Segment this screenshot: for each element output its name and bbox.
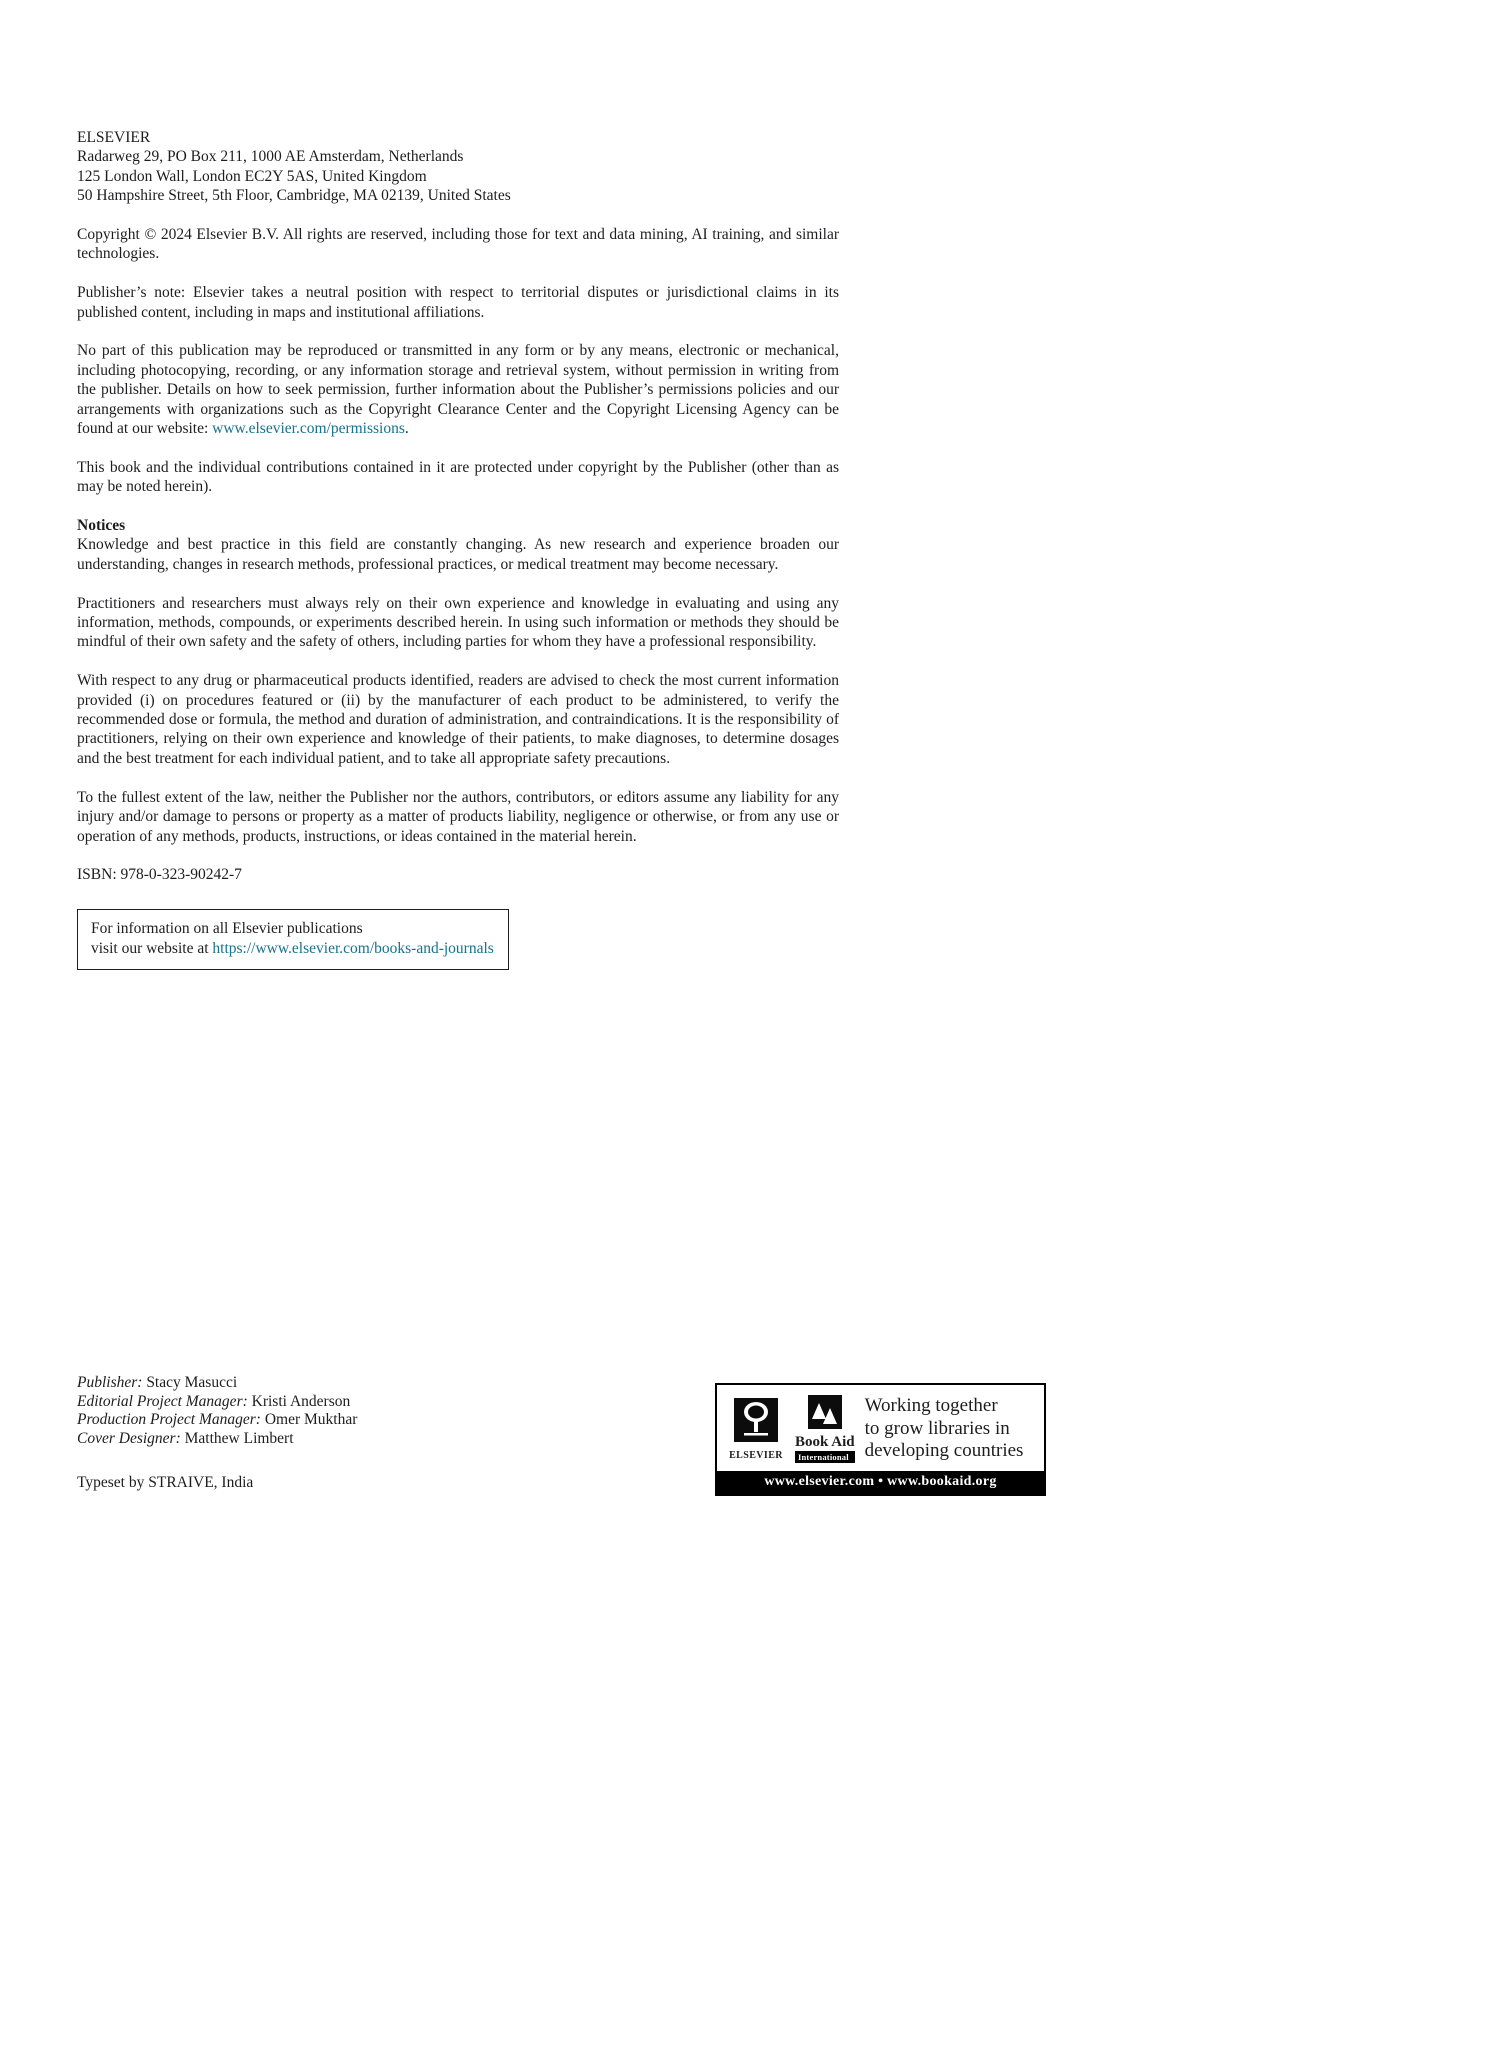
elsevier-logo (727, 1397, 785, 1461)
credit-name: Kristi Anderson (251, 1392, 351, 1410)
bookaid-logo (795, 1395, 855, 1463)
liability-paragraph: To the fullest extent of the law, neither the Publisher nor the authors, contributors, or editors assume any liability for any injury and/or damage to persons or property as a matter of products liability, negligence or otherwise, or from any use or operation of any methods, products, instructions, or ideas contained in the material herein. (77, 788, 839, 845)
credit-name: Stacy Masucci (146, 1374, 238, 1391)
elsevier-tree-icon (733, 1397, 779, 1448)
info-box-line-2 (91, 939, 494, 958)
publishers-note-paragraph: Publisher’s note: Elsevier takes a neutral position with respect to territorial disputes or jurisdictional claims in its published content, including in maps and institutional affiliations. (77, 284, 839, 321)
permissions-text: No part of this publication may be reproduced or transmitted in any form or by any means, electronic or mechanical, including photocopying, recording, or any information storage and retrieval system, without permission in writing from the publisher. Details on how to seek permission, further information about the Publisher’s permissions policies and our arrangements with organizations such as the Copyright Clearance Center and the Copyright Licensing Agency can be found at our website: (77, 342, 839, 438)
bookaid-subtitle: International (795, 1451, 855, 1463)
banner-footer-urls: www.elsevier.com • www.bookaid.org (717, 1471, 1044, 1494)
address-line-3: 50 Hampshire Street, 5th Floor, Cambridge, MA 02139, United States (77, 187, 511, 205)
bookaid-logo-row (808, 1395, 842, 1434)
info-box-text: visit our website at (91, 939, 213, 957)
notices-paragraph-1: Knowledge and best practice in this field are constantly changing. As new research and experience broaden our understanding, changes in research methods, professional practices, or medical treatment may become necessary. (77, 536, 839, 573)
address-line-1: Radarweg 29, PO Box 211, 1000 AE Amsterdam, Netherlands (77, 148, 464, 166)
address-line-2: 125 London Wall, London EC2Y 5AS, United Kingdom (77, 167, 427, 185)
credit-line-production-pm (77, 1411, 357, 1430)
banner-logos-row (717, 1385, 1044, 1471)
publications-info-box (77, 909, 509, 970)
notices-heading: Notices (77, 517, 126, 535)
credit-label: Publisher: (77, 1374, 143, 1391)
main-text-column (77, 128, 839, 970)
typeset-note: Typeset by STRAIVE, India (77, 1474, 254, 1492)
info-box-line-1: For information on all Elsevier publications (91, 920, 363, 938)
isbn-line: ISBN: 978-0-323-90242-7 (77, 866, 242, 884)
bookaid-partnership-banner (715, 1383, 1046, 1496)
tagline-line-2: to grow libraries in (864, 1417, 1010, 1439)
publisher-name: ELSEVIER (77, 129, 151, 146)
bookaid-text (795, 1434, 855, 1463)
publisher-address-block (77, 128, 839, 206)
permissions-period: . (404, 420, 409, 438)
credit-name: Omer Mukthar (264, 1411, 358, 1429)
tagline-line-3: developing countries (864, 1440, 1024, 1462)
elsevier-logo-label: ELSEVIER (729, 1450, 783, 1461)
banner-tagline (865, 1395, 1034, 1463)
books-and-journals-link[interactable]: https://www.elsevier.com/books-and-journals (212, 939, 494, 957)
credit-label: Editorial Project Manager: (77, 1392, 248, 1410)
permissions-paragraph (77, 341, 839, 438)
permissions-link[interactable]: www.elsevier.com/permissions (212, 420, 405, 438)
notices-paragraph-3: With respect to any drug or pharmaceutical products identified, readers are advised to check the most current information provided (i) on procedures featured or (ii) by the manufacturer of each product to be administered, to verify the recommended dose or formula, the method and duration of administration, and contraindications. It is the responsibility of practitioners, relying on their own experience and knowledge of their patients, to make diagnoses, to determine dosages and the best treatment for each individual patient, and to take all appropriate safety precautions. (77, 672, 839, 767)
credits-block (77, 1374, 357, 1493)
credit-line-publisher (77, 1374, 357, 1393)
tagline-line-1: Working together (864, 1395, 998, 1417)
credit-line-cover-designer (77, 1430, 357, 1449)
notices-paragraph-2: Practitioners and researchers must always rely on their own experience and knowledge in evaluating and using any information, methods, compounds, or experiments described herein. In using such information or methods they should be mindful of their own safety and the safety of others, including parties for whom they have a professional responsibility. (77, 594, 839, 651)
credit-name: Matthew Limbert (184, 1429, 294, 1447)
bookaid-emblem-icon (808, 1395, 842, 1434)
bookaid-name: Book Aid (795, 1434, 855, 1450)
protected-copyright-paragraph: This book and the individual contributions contained in it are protected under copyright by the Publisher (other than as may be noted herein). (77, 458, 839, 496)
credit-label: Production Project Manager: (77, 1411, 261, 1429)
copyright-paragraph: Copyright © 2024 Elsevier B.V. All rights are reserved, including those for text and data mining, AI training, and similar technologies. (77, 226, 839, 263)
credit-label: Cover Designer: (77, 1429, 181, 1447)
credit-line-editorial-pm (77, 1393, 357, 1412)
